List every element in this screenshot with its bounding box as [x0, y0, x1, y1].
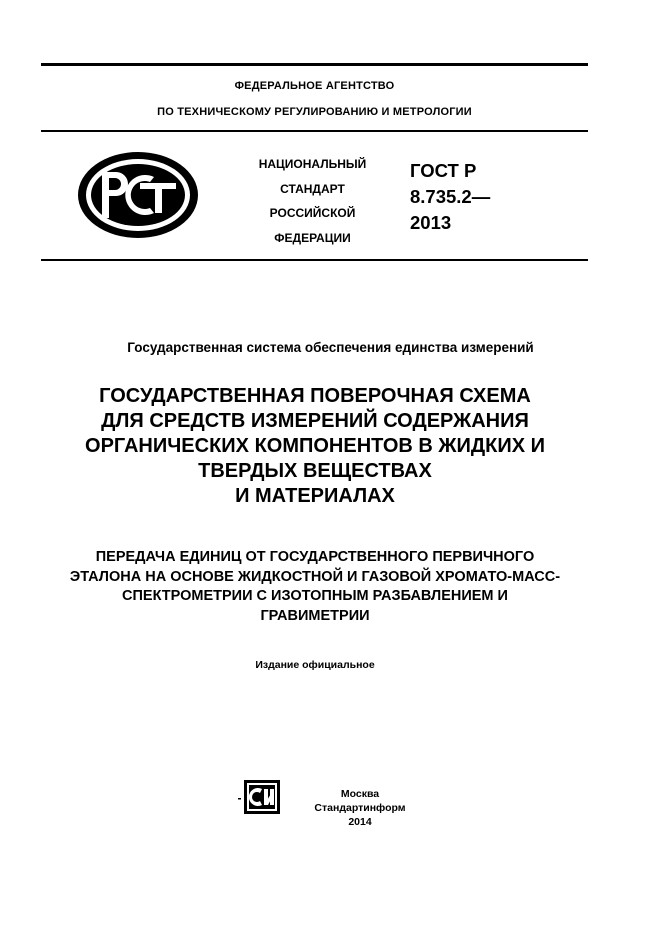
imprint-city: Москва: [340, 788, 380, 800]
standartinform-logo-icon: [238, 778, 282, 816]
rst-logo-icon: [76, 150, 200, 240]
imprint-publisher: Стандартинформ: [314, 802, 406, 814]
document-title: [0, 384, 630, 509]
subtitle-line: СПЕКТРОМЕТРИИ С ИЗОТОПНЫМ РАЗБАВЛЕНИЕМ И: [122, 588, 508, 604]
document-subtitle: [0, 548, 630, 626]
imprint: [300, 787, 420, 829]
agency-line-1: ФЕДЕРАЛЬНОЕ АГЕНТСТВО: [234, 80, 395, 92]
edition-label: Издание официальное: [255, 659, 375, 671]
national-standard-line: РОССИЙСКОЙ: [269, 206, 356, 220]
title-line: ОРГАНИЧЕСКИХ КОМПОНЕНТОВ В ЖИДКИХ И: [85, 435, 545, 457]
series-title: Государственная система обеспечения единства измерений: [127, 340, 534, 355]
top-rule: [41, 63, 588, 66]
gost-line: 8.735.2—: [410, 186, 491, 207]
gost-line: ГОСТ Р: [410, 160, 477, 181]
subtitle-line: ЭТАЛОНА НА ОСНОВЕ ЖИДКОСТНОЙ И ГАЗОВОЙ ХРОМАТО-МАСС-: [69, 568, 561, 585]
national-standard-label: [240, 152, 385, 250]
subtitle-line: ПЕРЕДАЧА ЕДИНИЦ ОТ ГОСУДАРСТВЕННОГО ПЕРВИЧНОГО: [95, 549, 535, 565]
national-standard-line: НАЦИОНАЛЬНЫЙ: [258, 157, 367, 171]
national-standard-line: ФЕДЕРАЦИИ: [274, 230, 351, 245]
title-line: ГОСУДАРСТВЕННАЯ ПОВЕРОЧНАЯ СХЕМА: [99, 385, 531, 407]
subtitle-line: ГРАВИМЕТРИИ: [260, 607, 370, 624]
title-line: ТВЕРДЫХ ВЕЩЕСТВАХ: [198, 460, 432, 482]
gost-line: 2013: [410, 212, 452, 233]
agency-line-2: ПО ТЕХНИЧЕСКОМУ РЕГУЛИРОВАНИЮ И МЕТРОЛОГИИ: [157, 106, 472, 118]
title-line: И МАТЕРИАЛАХ: [235, 485, 395, 507]
header-rule: [41, 130, 588, 132]
gost-number: [410, 158, 490, 236]
standard-rule: [41, 259, 588, 261]
title-line: ДЛЯ СРЕДСТВ ИЗМЕРЕНИЙ СОДЕРЖАНИЯ: [101, 410, 529, 432]
imprint-year: 2014: [348, 816, 372, 828]
national-standard-line: СТАНДАРТ: [280, 181, 345, 196]
